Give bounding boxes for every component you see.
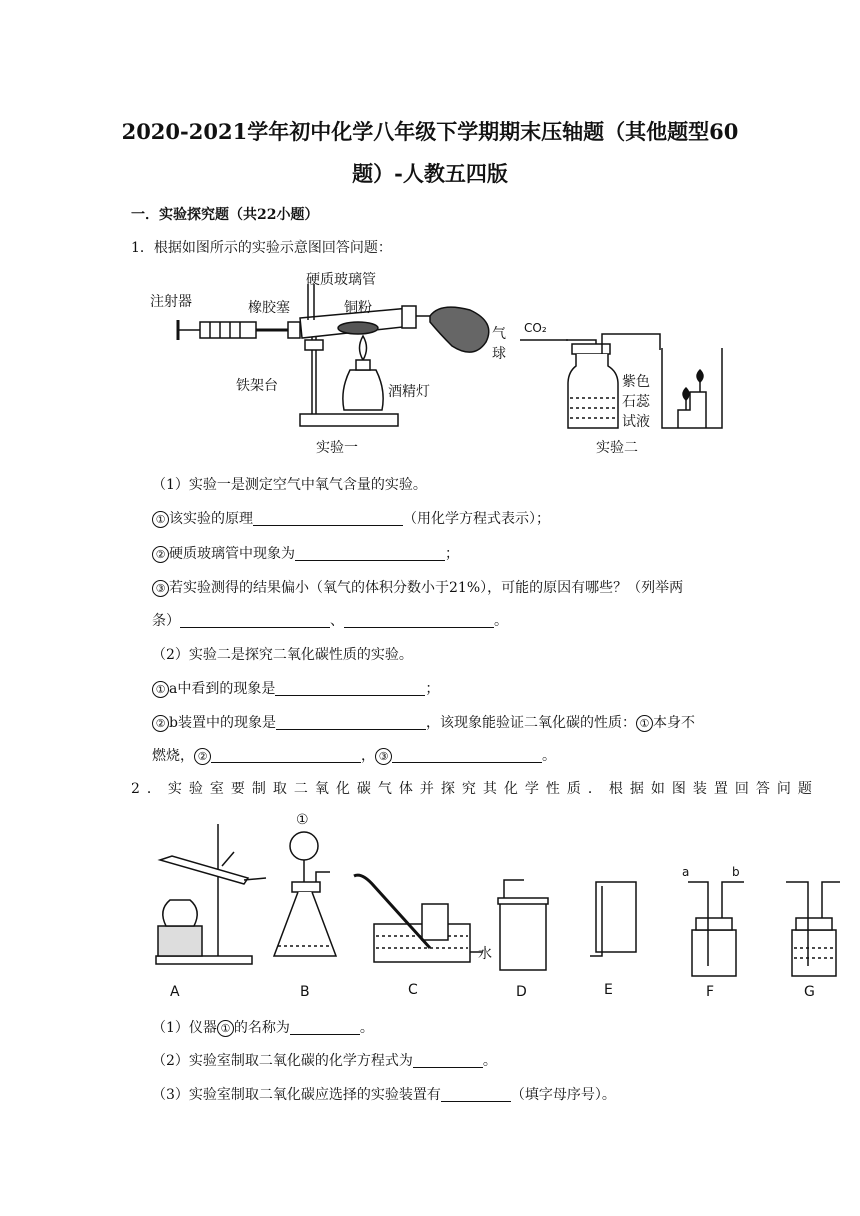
answer-blank[interactable] [275, 680, 425, 696]
label-glass-tube: 硬质玻璃管 [306, 272, 376, 288]
label-experiment-1: 实验一 [316, 440, 358, 456]
label-litmus-2: 石蕊 [622, 394, 650, 410]
answer-blank[interactable] [441, 1086, 511, 1102]
q1-part1-item2: ② 硬质玻璃管中现象为 ； [152, 543, 459, 563]
experiment-figure-1 [140, 262, 740, 462]
q1-part2-item3: 燃烧， ② ， ③ 。 [152, 748, 556, 764]
label-water: 水 [478, 946, 492, 962]
apparatus-figure-2 [140, 806, 840, 1006]
label-copper-powder: 铜粉 [344, 300, 372, 316]
label-E: E [604, 982, 613, 998]
answer-blank[interactable] [295, 545, 445, 561]
label-litmus-1: 紫色 [622, 374, 650, 390]
label-instrument-1: ① [296, 812, 309, 828]
q2-part2: （2）实验室制取二氧化碳的化学方程式为 。 [152, 1053, 497, 1069]
label-alcohol-lamp: 酒精灯 [388, 384, 430, 400]
q1-part2-item2: ② b装置中的现象是 ，该现象能验证二氧化碳的性质： ① 本身不 [152, 712, 695, 732]
answer-blank[interactable] [413, 1052, 483, 1068]
answer-blank[interactable] [276, 714, 426, 730]
section-heading: 一．实验探究题（共22小题） [131, 207, 319, 223]
label-stopper: 橡胶塞 [248, 300, 290, 316]
q2-part1: （1）仪器 ① 的名称为 。 [152, 1020, 374, 1036]
q1-part2-item1: ① a中看到的现象是 ； [152, 678, 439, 698]
label-experiment-2: 实验二 [596, 440, 638, 456]
answer-blank[interactable] [290, 1019, 360, 1035]
q1-part1-item3-cont: 条） 、 。 [152, 613, 508, 629]
label-A: A [170, 984, 180, 1000]
label-balloon-2: 球 [492, 346, 506, 362]
answer-blank[interactable] [344, 612, 494, 628]
label-G: G [804, 984, 815, 1000]
answer-blank[interactable] [392, 747, 542, 763]
q2-part3: （3）实验室制取二氧化碳应选择的实验装置有 （填字母序号）。 [152, 1087, 616, 1103]
label-port-a: a [682, 865, 690, 879]
label-port-b: b [732, 865, 740, 879]
answer-blank[interactable] [211, 747, 361, 763]
label-F: F [706, 984, 715, 1000]
label-D: D [516, 984, 527, 1000]
q1-part1-item3: ③ 若实验测得的结果偏小（氧气的体积分数小于21%），可能的原因有哪些？（列举两 [152, 577, 683, 597]
label-litmus-3: 试液 [622, 414, 650, 430]
label-C: C [408, 982, 418, 998]
page-title-line2: 题）-人教五四版 [352, 161, 508, 186]
question-2-stem: 2．实验室要制取二氧化碳气体并探究其化学性质．根据如图装置回答问题 [131, 781, 819, 797]
q1-part2: （2）实验二是探究二氧化碳性质的实验。 [152, 647, 413, 663]
label-iron-stand: 铁架台 [236, 378, 278, 394]
q1-part1-item1: ① 该实验的原理 （用化学方程式表示）； [152, 508, 550, 528]
label-co2: CO₂ [524, 321, 547, 335]
page-title-line1: 2020-2021学年初中化学八年级下学期期末压轴题（其他题型60 [121, 119, 739, 144]
label-balloon-1: 气 [492, 326, 506, 342]
question-1-stem: 1．根据如图所示的实验示意图回答问题： [131, 240, 392, 256]
label-B: B [300, 984, 310, 1000]
answer-blank[interactable] [180, 612, 330, 628]
q1-part1: （1）实验一是测定空气中氧气含量的实验。 [152, 477, 427, 493]
answer-blank[interactable] [253, 510, 403, 526]
label-syringe: 注射器 [150, 294, 192, 310]
